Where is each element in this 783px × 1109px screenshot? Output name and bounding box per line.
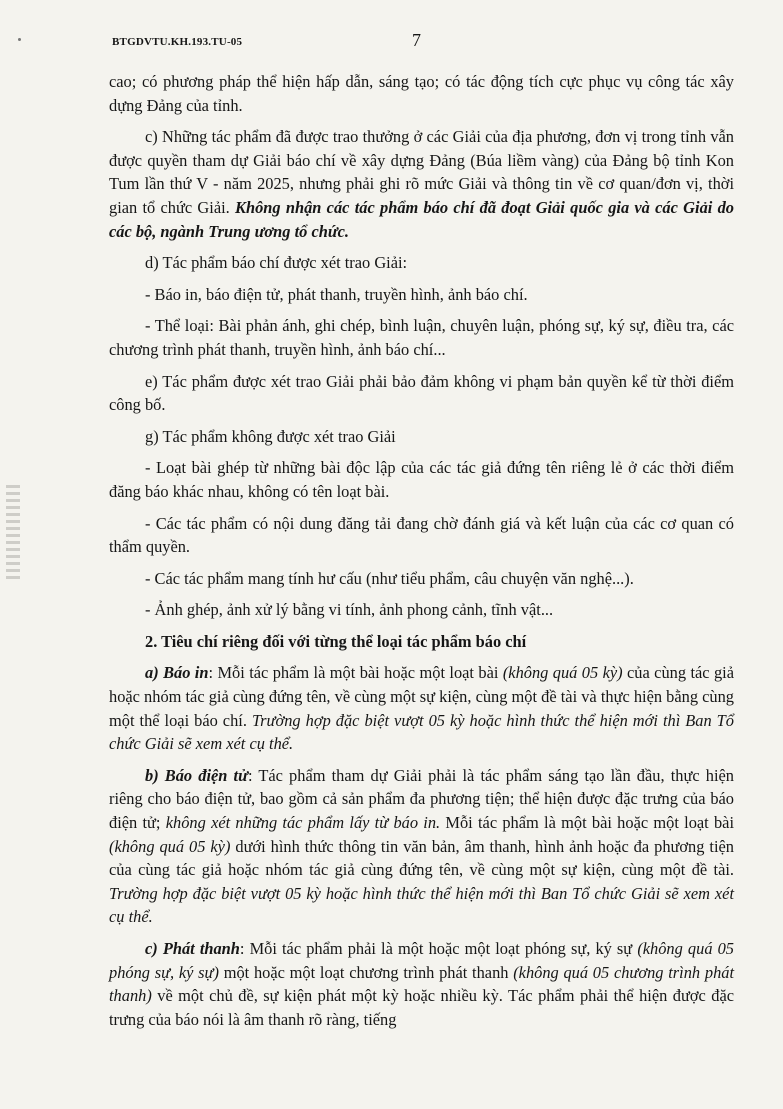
section-a-italic: (không quá 05 kỳ): [502, 663, 623, 683]
scan-speck: [18, 38, 21, 41]
section-c-text: một hoặc một loạt chương trình phát thanh: [218, 962, 514, 982]
section-b-italic: (không quá 05 kỳ): [109, 836, 231, 856]
section-a-text: : Mỗi tác phẩm là một bài hoặc một loạt bài: [208, 663, 503, 683]
section-c: [109, 937, 734, 1031]
section-c-label: c) Phát thanh: [145, 939, 240, 958]
paragraph-c: [109, 125, 734, 243]
list-item: - Ảnh ghép, ảnh xử lý bằng vi tính, ảnh phong cảnh, tĩnh vật...: [145, 600, 554, 620]
section-b-text: : Tác phẩm tham dự Giải phải là tác phẩm sáng tạo lần đầu, thực hiện riêng cho báo điện tử, bao gồm cả sản phẩm đa phương tiện; thể hiện được đặc trưng của báo điện tử;: [109, 765, 734, 833]
section-a-italic: Trường hợp đặc biệt vượt 05 kỳ hoặc hình thức thể hiện mới thì Ban Tổ chức Giải sẽ xem xét cụ thể.: [109, 710, 734, 754]
section-a-label: a) Báo in: [145, 663, 209, 683]
section-b-text: Mỗi tác phẩm là một bài hoặc một loạt bài: [440, 813, 735, 833]
paragraph-continued: cao; có phương pháp thể hiện hấp dẫn, sáng tạo; có tác động tích cực phục vụ công tác xây dựng Đảng của tỉnh.: [109, 72, 734, 115]
section-b-label: b) Báo điện tử: [145, 765, 248, 785]
scan-margin-artifact: [6, 485, 20, 580]
document-code: BTGDVTU.KH.193.TU-05: [112, 36, 243, 48]
paragraph-e: e) Tác phẩm được xét trao Giải phải bảo đảm không vi phạm bản quyền kể từ thời điểm công bố.: [109, 371, 734, 415]
section-a: [109, 661, 734, 755]
list-item: - Báo in, báo điện tử, phát thanh, truyền hình, ảnh báo chí.: [145, 284, 528, 304]
list-item: - Các tác phẩm mang tính hư cấu (như tiểu phẩm, câu chuyện văn nghệ...).: [145, 568, 634, 588]
section-heading: 2. Tiêu chí riêng đối với từng thể loại tác phẩm báo chí: [145, 631, 527, 651]
section-c-italic: (không quá 05 phóng sự, ký sự): [109, 939, 735, 982]
paragraph-c-emphasis: Không nhận các tác phẩm báo chí đã đoạt Giải quốc gia và các Giải do các bộ, ngành Trung ương tổ chức.: [109, 197, 734, 241]
list-item: - Thể loại: Bài phản ánh, ghi chép, bình luận, chuyên luận, phóng sự, ký sự, điều tra, các chương trình phát thanh, truyền hình, ảnh báo chí...: [109, 316, 734, 359]
section-b: [109, 764, 734, 929]
paragraph-g: g) Tác phẩm không được xét trao Giải: [145, 426, 396, 446]
list-item: - Các tác phẩm có nội dung đăng tải đang chờ đánh giá và kết luận của các cơ quan có thẩm quyền.: [109, 513, 734, 557]
section-c-text: về một chủ đề, sự kiện phát một kỳ hoặc nhiều kỳ. Tác phẩm phải thể hiện được đặc trưng của báo nói là âm thanh rõ ràng, tiếng: [109, 986, 734, 1029]
section-b-italic: Trường hợp đặc biệt vượt 05 kỳ hoặc hình thức thể hiện mới thì Ban Tổ chức Giải sẽ xem xét cụ thể.: [109, 883, 734, 927]
section-b-italic: không xét những tác phẩm lấy từ báo in.: [165, 813, 441, 833]
paragraph-c-text: c) Những tác phẩm đã được trao thưởng ở các Giải của địa phương, đơn vị trong tỉnh vẫn được quyền tham dự Giải báo chí về xây dựng Đảng (Búa liềm vàng) của Đảng bộ tỉnh Kon Tum lần thứ V - năm 2025, nhưng phải ghi rõ mức Giải và thông tin về cơ quan/đơn vị, thời gian tổ chức Giải.: [109, 127, 734, 217]
section-c-italic: (không quá 05 chương trình phát thanh): [109, 962, 735, 1006]
section-b-text: dưới hình thức thông tin văn bản, âm thanh, hình ảnh hoặc đa phương tiện của cùng tác giả hoặc nhóm tác giả cùng đứng tên, về cùng một sự kiện, cùng một đề tài.: [109, 836, 734, 880]
section-c-text: : Mỗi tác phẩm phải là một hoặc một loạt phóng sự, ký sự: [239, 939, 638, 958]
paragraph-d: d) Tác phẩm báo chí được xét trao Giải:: [145, 253, 408, 273]
page-number: 7: [412, 30, 421, 50]
document-body: [109, 70, 734, 1039]
list-item: - Loạt bài ghép từ những bài độc lập của các tác giả đứng tên riêng lẻ ở các thời điểm đăng báo khác nhau, không có tên loạt bài.: [109, 458, 734, 501]
section-a-text: của cùng tác giả hoặc nhóm tác giả cùng đứng tên, về cùng một sự kiện, cùng một đề tài và thực hiện bằng cùng một thể loại báo chí.: [109, 663, 734, 730]
